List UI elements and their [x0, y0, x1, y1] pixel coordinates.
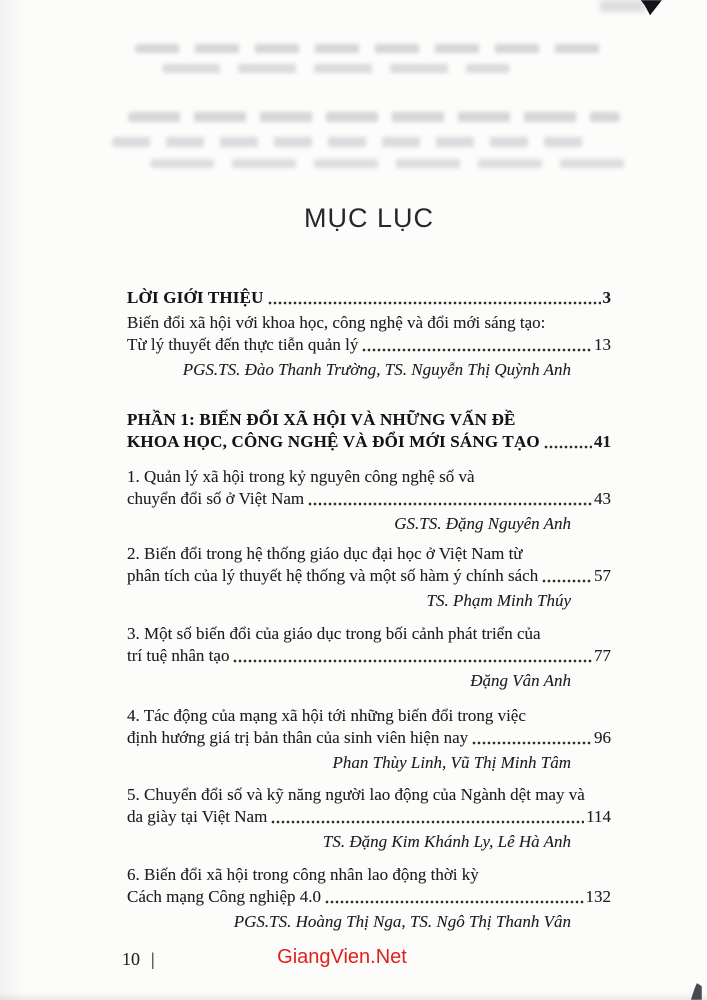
- toc-page-number: 3: [602, 288, 611, 307]
- dot-leader: [472, 740, 592, 746]
- toc-entry-text: 2. Biến đổi trong hệ thống giáo dục đại học ở Việt Nam từ: [127, 544, 523, 563]
- toc-entry-text: Cách mạng Công nghiệp 4.0: [127, 887, 322, 906]
- toc-entry-line: [127, 312, 611, 334]
- toc-entry: [127, 287, 611, 309]
- dot-leader: [544, 444, 592, 450]
- toc-entry-text: 6. Biến đổi xã hội trong công nhân lao động thời kỳ: [127, 865, 479, 884]
- toc-entry: [127, 312, 611, 381]
- toc-entry: [127, 784, 611, 853]
- bleed-through-text-line: [150, 159, 632, 168]
- toc-entry-line: [127, 784, 611, 806]
- toc-entry-line: [127, 645, 611, 667]
- footer-separator: |: [151, 949, 155, 969]
- scan-smudge: [686, 983, 702, 1000]
- toc-entry-text: 3. Một số biến đổi của giáo dục trong bối cảnh phát triển của: [127, 624, 541, 643]
- scan-bottom-shading: [0, 992, 707, 1000]
- toc-page-number: 96: [594, 728, 611, 747]
- toc-page-number: 77: [594, 646, 611, 665]
- dot-leader: [268, 300, 601, 306]
- toc-entry-line: [127, 727, 611, 749]
- toc-entry: [127, 705, 611, 774]
- page-curl-shadow: [600, 0, 646, 12]
- toc-entry-authors: GS.TS. Đặng Nguyên Anh: [394, 514, 571, 533]
- toc-page-number: 132: [585, 887, 611, 906]
- toc-entry-line: [127, 565, 611, 587]
- toc-entry: [127, 409, 611, 453]
- toc-page-number: 43: [594, 489, 611, 508]
- toc-entry-line: [127, 287, 611, 309]
- toc-page-number: 41: [594, 432, 611, 451]
- toc-entry-text: Từ lý thuyết đến thực tiễn quản lý: [127, 335, 359, 354]
- toc-entry-line: [127, 623, 611, 645]
- toc-entry-text: Biến đổi xã hội với khoa học, công nghệ và đổi mới sáng tạo:: [127, 313, 546, 332]
- toc-entry: [127, 543, 611, 612]
- toc-entry-text: trí tuệ nhân tạo: [127, 646, 230, 665]
- bleed-through-text-line: [162, 64, 510, 73]
- toc-entry-text: phân tích của lý thuyết hệ thống và một số hàm ý chính sách: [127, 566, 539, 585]
- toc-entry-line: [127, 864, 611, 886]
- toc-entry-line: [127, 466, 611, 488]
- toc-entry-text: 1. Quản lý xã hội trong kỷ nguyên công nghệ số và: [127, 467, 475, 486]
- toc-entry-authors: TS. Phạm Minh Thúy: [426, 591, 571, 610]
- toc-entry-line: [127, 488, 611, 510]
- toc-page-number: 114: [586, 807, 611, 826]
- toc-page-number: 57: [594, 566, 611, 585]
- toc-entry-authors: Phan Thùy Linh, Vũ Thị Minh Tâm: [332, 753, 571, 772]
- toc-entry-line: [127, 431, 611, 453]
- toc-entry-line: [127, 806, 611, 828]
- toc-entry-line: [127, 543, 611, 565]
- toc-page-number: 13: [594, 335, 611, 354]
- dot-leader: [542, 578, 592, 584]
- toc-entry-text: KHOA HỌC, CÔNG NGHỆ VÀ ĐỔI MỚI SÁNG TẠO: [127, 432, 540, 451]
- dot-leader: [308, 501, 592, 507]
- toc-entry: [127, 466, 611, 535]
- toc-entry-authors: PGS.TS. Hoàng Thị Nga, TS. Ngô Thị Thanh Vân: [233, 912, 571, 931]
- scan-edge-shading: [0, 0, 26, 1000]
- dot-leader: [233, 658, 592, 664]
- toc-entry: [127, 864, 611, 933]
- toc-entry-authors: PGS.TS. Đào Thanh Trường, TS. Nguyễn Thị Quỳnh Anh: [182, 360, 571, 379]
- toc-entry-text: 5. Chuyển đổi số và kỹ năng người lao động của Ngành dệt may và: [127, 785, 585, 804]
- table-of-contents: [127, 287, 611, 933]
- bleed-through-text-line: [135, 44, 603, 53]
- bleed-through-text-line: [128, 112, 620, 122]
- toc-entry-authors: Đặng Vân Anh: [470, 671, 571, 690]
- bleed-through-text-line: [112, 137, 584, 147]
- toc-entry-text: định hướng giá trị bản thân của sinh viên hiện nay: [127, 728, 469, 747]
- toc-entry-line: [127, 705, 611, 727]
- toc-entry-text: PHẦN 1: BIẾN ĐỔI XÃ HỘI VÀ NHỮNG VẤN ĐỀ: [127, 410, 516, 429]
- dot-leader: [271, 819, 584, 825]
- dot-leader: [362, 347, 592, 353]
- toc-entry-line: [127, 409, 611, 431]
- toc-entry-text: LỜI GIỚI THIỆU: [127, 288, 264, 307]
- toc-entry-text: chuyển đổi số ở Việt Nam: [127, 489, 305, 508]
- toc-entry-line: [127, 886, 611, 908]
- dot-leader: [325, 899, 583, 905]
- toc-entry: [127, 623, 611, 692]
- page-title: MỤC LỤC: [303, 203, 434, 233]
- watermark-text: GiangVien.Net: [277, 946, 407, 968]
- toc-entry-line: [127, 334, 611, 356]
- toc-entry-text: da giày tại Việt Nam: [127, 807, 268, 826]
- page-number-label: 10: [122, 949, 140, 969]
- toc-entry-authors: TS. Đặng Kim Khánh Ly, Lê Hà Anh: [322, 832, 571, 851]
- toc-entry-text: 4. Tác động của mạng xã hội tới những biến đổi trong việc: [127, 706, 526, 725]
